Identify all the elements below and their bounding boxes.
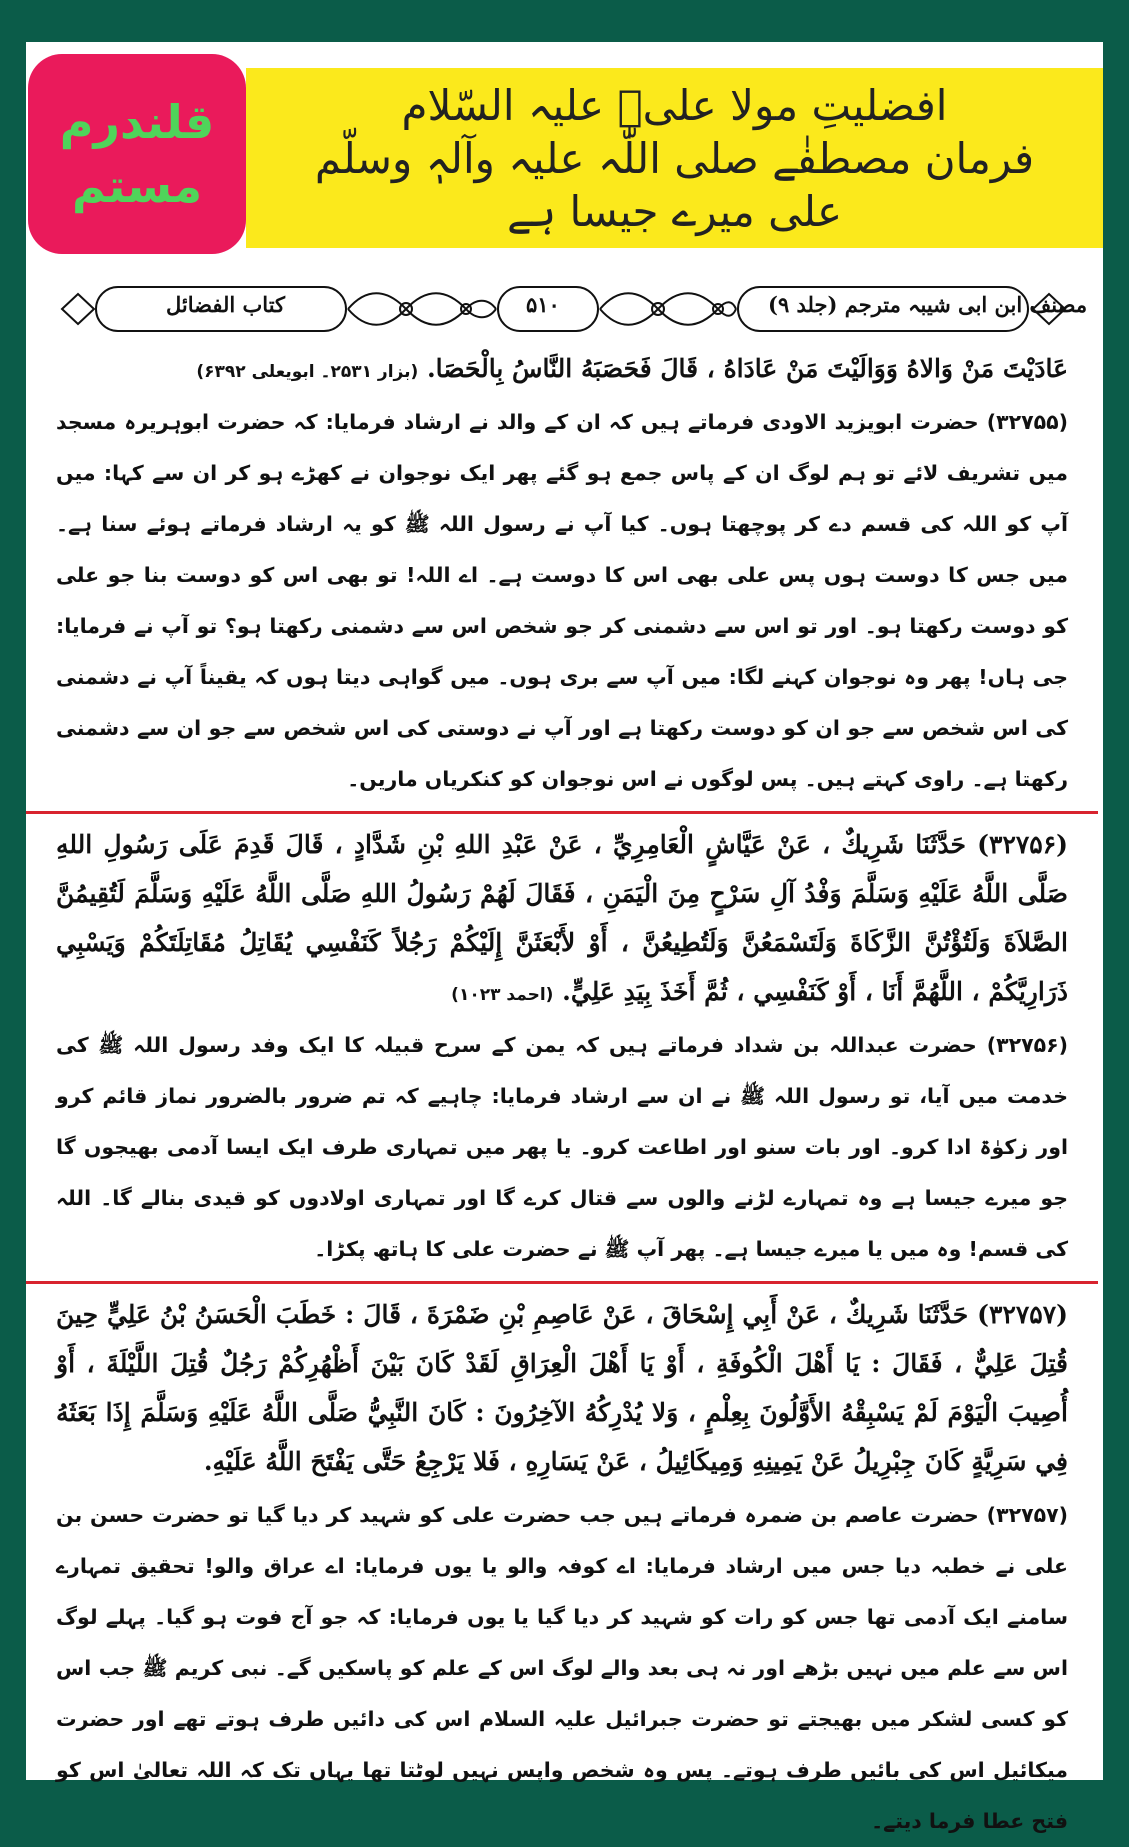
hadith-section <box>56 344 1068 805</box>
arabic-text <box>56 1290 1068 1490</box>
arabic-text <box>56 820 1068 1020</box>
headline-line-3: علی میرے جیسا ہے <box>506 186 843 236</box>
hadith-section <box>56 820 1068 1275</box>
title-banner <box>26 42 1103 264</box>
book-running-header <box>56 278 1088 340</box>
arabic-hadith: (۳۲۷۵۷) حَدَّثَنَا شَرِيكٌ ، عَنْ أَبِي إِسْحَاقَ ، عَنْ عَاصِمِ بْنِ ضَمْرَةَ ، قَالَ : خَطَبَ الْحَسَنُ بْنُ عَلِيٍّ حِينَ قُتِلَ عَلِيٌّ ، فَقَالَ : يَا أَهْلَ الْكُوفَةِ ، أَوْ يَا أَهْلَ الْعِرَاقِ لَقَدْ كَانَ بَيْنَ أَظْهُرِكُمْ رَجُلٌ قُتِلَ اللَّيْلَةَ ، أَوْ أُصِيبَ الْيَوْمَ لَمْ يَسْبِقْهُ الأَوَّلُونَ بِعِلْمٍ ، وَلا يُدْرِكُهُ الآخِرُونَ : كَانَ النَّبِيُّ صَلَّى اللَّهُ عَلَيْهِ وَسَلَّمَ إِذَا بَعَثَهُ فِي سَرِيَّةٍ كَانَ جِبْرِيلُ عَنْ يَمِينِهِ وَمِيكَائِيلُ ، عَنْ يَسَارِهِ ، فَلا يَرْجِعُ حَتَّى يَفْتَحَ اللَّهُ عَلَيْهِ. <box>56 1300 1068 1476</box>
qalandaram-badge <box>28 54 246 254</box>
header-book-section: کتاب الفضائل <box>166 292 286 317</box>
headline-box <box>246 68 1103 248</box>
hadith-section <box>56 1290 1068 1847</box>
hadith-citation: (بزار ۲۵۳۱۔ ابویعلی ۶۳۹۲) <box>196 362 419 382</box>
headline-line-1: افضلیتِ مولا علیؑ علیہ السّلام <box>401 80 948 130</box>
scanned-page <box>26 42 1103 1833</box>
header-book-title: مصنف ابن ابی شیبہ مترجم (جلد ۹) <box>768 292 1088 317</box>
page-body <box>56 344 1068 1847</box>
urdu-translation: (۳۲۷۵۷) حضرت عاصم بن ضمرہ فرماتے ہیں جب حضرت علی کو شہید کر دیا گیا تو حضرت حسن بن علی نے خطبہ دیا جس میں ارشاد فرمایا: اے کوفہ والو یا یوں فرمایا: اے عراق والو! تحقیق تمہارے سامنے ایک آدمی تھا جس کو رات کو شہید کر دیا گیا یا یوں فرمایا: کہ جو آج فوت ہو گیا۔ پہلے لوگ اس سے علم میں نہیں بڑھے اور نہ ہی بعد والے لوگ اس کے علم کو پاسکیں گے۔ نبی کریم ﷺ جب اس کو کسی لشکر میں بھیجتے تو حضرت جبرائیل علیہ السلام اس کی دائیں طرف ہوتے تھے اور حضرت میکائیل اس کی بائیں طرف ہوتے۔ پس وہ شخص واپس نہیں لوٹتا تھا یہاں تک کہ اللہ تعالیٰ اس کو فتح عطا فرما دیتے۔ <box>56 1503 1068 1833</box>
badge-line-2: مستم <box>71 159 203 213</box>
red-divider <box>26 1281 1098 1284</box>
header-page-number: ۵۱۰ <box>526 292 560 317</box>
headline-line-2: فرمان مصطفٰے صلی اللّٰہ علیہ وآلہٖ وسلّم <box>314 133 1035 183</box>
red-divider <box>26 811 1098 814</box>
urdu-translation: (۳۲۷۵۶) حضرت عبداللہ بن شداد فرماتے ہیں کہ یمن کے سرح قبیلہ کا ایک وفد رسول اللہ ﷺ کی خدمت میں آیا، تو رسول اللہ ﷺ نے ان سے ارشاد فرمایا: چاہیے کہ تم ضرور بالضرور نماز قائم کرو اور زکوٰۃ ادا کرو۔ اور بات سنو اور اطاعت کرو۔ یا پھر میں تمہاری طرف ایک ایسا آدمی بھیجوں گا جو میرے جیسا ہے وہ تمہارے لڑنے والوں سے قتال کرے گا اور تمہاری اولادوں کو قیدی بنالے گا۔ اللہ کی قسم! وہ میں یا میرے جیسا ہے۔ پھر آپ ﷺ نے حضرت علی کا ہاتھ پکڑا۔ <box>56 1033 1068 1261</box>
arabic-hadith: عَادَيْتَ مَنْ وَالاهُ وَوَالَيْتَ مَنْ عَادَاهُ ، قَالَ فَحَصَبَهُ النَّاسُ بِالْحَصَا. <box>426 354 1068 383</box>
arabic-hadith: (۳۲۷۵۶) حَدَّثَنَا شَرِيكٌ ، عَنْ عَيَّاشٍ الْعَامِرِيِّ ، عَنْ عَبْدِ اللهِ بْنِ شَدَّادٍ ، قَالَ قَدِمَ عَلَى رَسُولِ اللهِ صَلَّى اللَّهُ عَلَيْهِ وَسَلَّمَ وَفْدُ آلِ سَرْحٍ مِنَ الْيَمَنِ ، فَقَالَ لَهُمْ رَسُولُ اللهِ صَلَّى اللَّهُ عَلَيْهِ وَسَلَّمَ لَتُقِيمُنَّ الصَّلاَةَ وَلَتُؤْتُنَّ الزَّكَاةَ وَلَتَسْمَعُنَّ وَلَتُطِيعُنَّ ، أَوْ لأَبْعَثَنَّ إِلَيْكُمْ رَجُلاً كَنَفْسِي يُقَاتِلُ مُقَاتِلَتَكُمْ وَيَسْبِي ذَرَارِيَّكُمْ ، اللَّهُمَّ أَنَا ، أَوْ كَنَفْسِي ، ثُمَّ أَخَذَ بِيَدِ عَلِيٍّ. <box>56 830 1068 1006</box>
hadith-citation: (احمد ۱۰۲۳) <box>451 985 554 1005</box>
badge-line-1: قلندرم <box>59 95 215 149</box>
urdu-translation: (۳۲۷۵۵) حضرت ابویزید الاودی فرماتے ہیں کہ ان کے والد نے ارشاد فرمایا: کہ حضرت ابوہریرہ مسجد میں تشریف لائے تو ہم لوگ ان کے پاس جمع ہو گئے پھر ایک نوجوان نے کھڑے ہو کر ان سے کہا: میں آپ کو اللہ کی قسم دے کر پوچھتا ہوں۔ کیا آپ نے رسول اللہ ﷺ کو یہ ارشاد فرماتے ہوئے سنا ہے۔ میں جس کا دوست ہوں پس علی بھی اس کا دوست ہے۔ اے اللہ! تو بھی اس کو دوست بنا جو علی کو دوست رکھتا ہو۔ اور تو اس سے دشمنی کر جو شخص اس سے دشمنی رکھتا ہو؟ تو آپ نے فرمایا: جی ہاں! پھر وہ نوجوان کہنے لگا: میں آپ سے بری ہوں۔ میں گواہی دیتا ہوں کہ یقیناً آپ نے دشمنی کی اس شخص سے جو ان کو دوست رکھتا ہے اور آپ نے دوستی کی اس شخص سے جو ان سے دشمنی رکھتا ہے۔ راوی کہتے ہیں۔ پس لوگوں نے اس نوجوان کو کنکریاں ماریں۔ <box>56 410 1068 791</box>
arabic-text <box>56 344 1068 397</box>
